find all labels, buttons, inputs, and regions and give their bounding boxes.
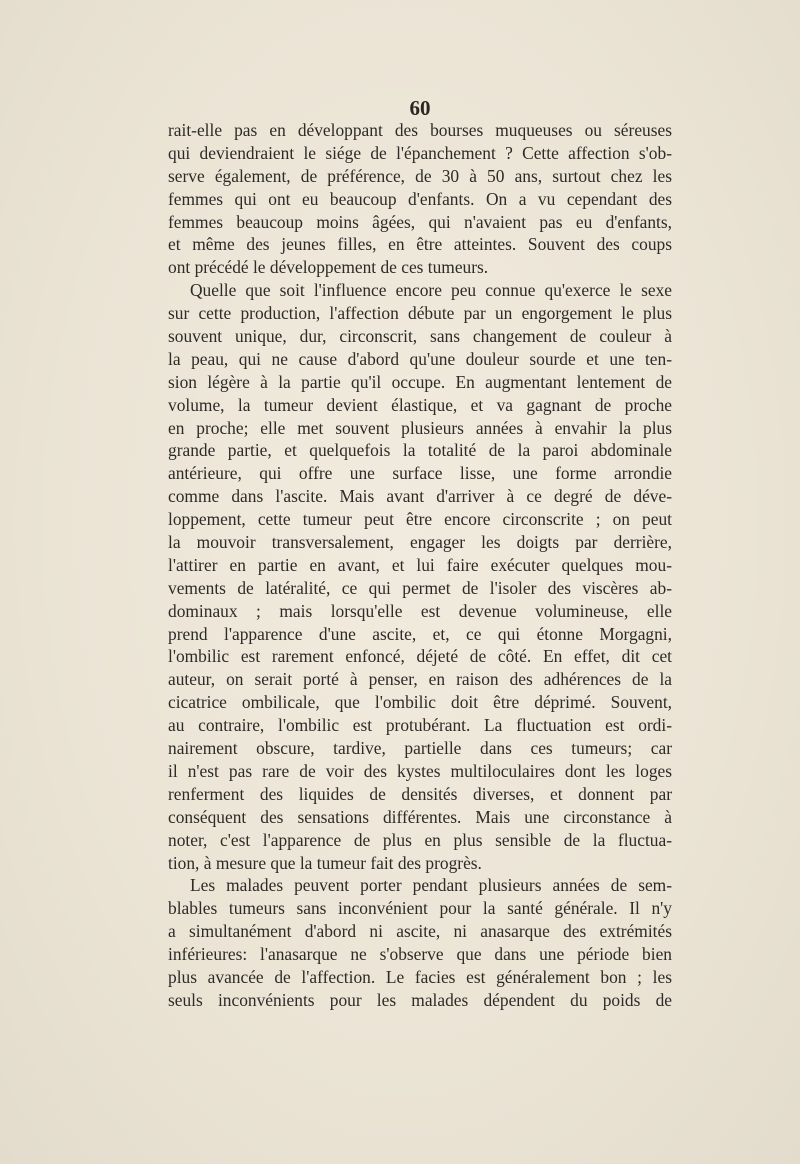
- text-line: la peau, qui ne cause d'abord qu'une douleur sourde et une ten-: [168, 348, 672, 369]
- text-line: sion légère à la partie qu'il occupe. En augmentant lentement de: [168, 371, 672, 392]
- text-line: au contraire, l'ombilic est protubérant. La fluctuation est ordi-: [168, 715, 672, 736]
- text-line: l'attirer en partie en avant, et lui faire exécuter quelques mou-: [168, 554, 672, 575]
- text-line: en proche; elle met souvent plusieurs années à envahir la plus: [168, 417, 672, 438]
- text-line: volume, la tumeur devient élastique, et va gagnant de proche: [168, 394, 672, 415]
- text-line: nairement obscure, tardive, partielle dans ces tumeurs; car: [168, 738, 672, 759]
- text-line: serve également, de préférence, de 30 à 50 ans, surtout chez les: [168, 165, 672, 186]
- text-line: loppement, cette tumeur peut être encore circonscrite ; on peut: [168, 509, 672, 530]
- text-line: blables tumeurs sans inconvénient pour la santé générale. Il n'y: [168, 898, 672, 919]
- text-line: qui deviendraient le siége de l'épanchement ? Cette affection s'ob-: [168, 142, 672, 163]
- text-line: noter, c'est l'apparence de plus en plus sensible de la fluctua-: [168, 829, 672, 850]
- text-line: prend l'apparence d'une ascite, et, ce qui étonne Morgagni,: [168, 623, 672, 644]
- text-line: vements de latéralité, ce qui permet de l'isoler des viscères ab-: [168, 577, 672, 598]
- text-line: grande partie, et quelquefois la totalité de la paroi abdominale: [168, 440, 672, 461]
- text-line: ont précédé le développement de ces tumeurs.: [168, 257, 489, 278]
- text-line: sur cette production, l'affection débute par un engorgement le plus: [168, 303, 672, 324]
- text-line: et même des jeunes filles, en être atteintes. Souvent des coups: [168, 234, 672, 255]
- text-line: Les malades peuvent porter pendant plusieurs années de sem-: [190, 875, 672, 896]
- text-line: Quelle que soit l'influence encore peu connue qu'exerce le sexe: [190, 280, 672, 301]
- text-line: inférieures: l'anasarque ne s'observe que dans une période bien: [168, 944, 672, 965]
- text-line: antérieure, qui offre une surface lisse, une forme arrondie: [168, 463, 672, 484]
- text-line: rait-elle pas en développant des bourses muqueuses ou séreuses: [168, 120, 672, 140]
- text-line: l'ombilic est rarement enfoncé, déjeté de côté. En effet, dit cet: [168, 646, 672, 667]
- text-line: seuls inconvénients pour les malades dépendent du poids de: [168, 989, 672, 1010]
- text-line: femmes qui ont eu beaucoup d'enfants. On a vu cependant des: [168, 188, 672, 209]
- text-line: souvent unique, dur, circonscrit, sans changement de couleur à: [168, 326, 672, 347]
- text-line: il n'est pas rare de voir des kystes multiloculaires dont les loges: [168, 760, 672, 781]
- text-line: conséquent des sensations différentes. Mais une circonstance à: [168, 806, 672, 827]
- text-line: renferment des liquides de densités diverses, et donnent par: [168, 783, 672, 804]
- page-number: 60: [409, 96, 431, 120]
- text-line: a simultanément d'abord ni ascite, ni anasarque des extrémités: [168, 921, 672, 942]
- text-line: auteur, on serait porté à penser, en raison des adhérences de la: [168, 669, 672, 690]
- text-line: femmes beaucoup moins âgées, qui n'avaient pas eu d'enfants,: [168, 211, 672, 232]
- text-line: la mouvoir transversalement, engager les doigts par derrière,: [168, 532, 672, 553]
- body-text: [168, 119, 672, 1012]
- text-line: plus avancée de l'affection. Le facies est généralement bon ; les: [168, 966, 672, 987]
- text-line: comme dans l'ascite. Mais avant d'arriver à ce degré de déve-: [168, 486, 672, 507]
- text-line: tion, à mesure que la tumeur fait des progrès.: [168, 852, 482, 873]
- text-line: dominaux ; mais lorsqu'elle est devenue volumineuse, elle: [168, 600, 672, 621]
- text-line: cicatrice ombilicale, que l'ombilic doit être déprimé. Souvent,: [168, 692, 672, 713]
